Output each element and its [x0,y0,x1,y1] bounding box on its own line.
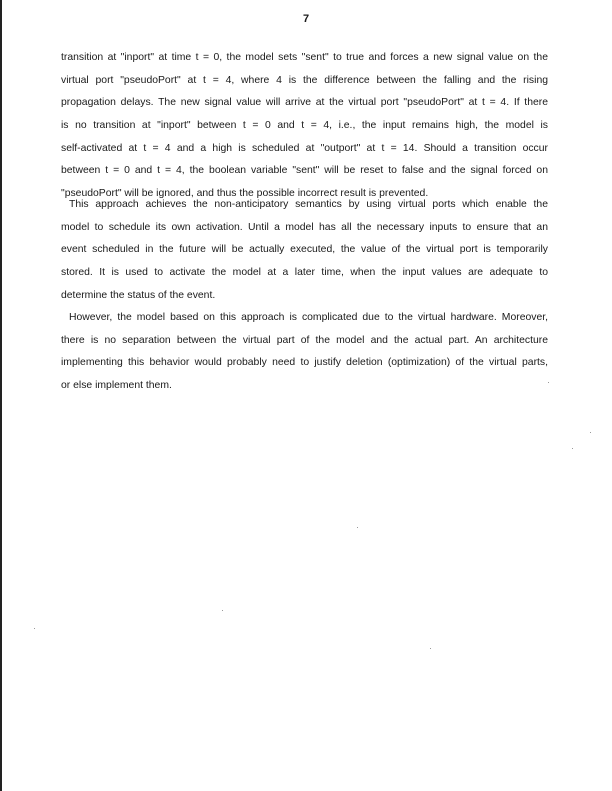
scan-speck [430,648,431,649]
text-line: propagation delays. The new signal value will arrive at the virtual port "pseudoPort" at t = 4. If there [61,97,548,109]
scan-speck [572,448,573,449]
paragraph-3 [61,307,548,398]
scan-speck [34,628,35,629]
text-line: However, the model based on this approach is complicated due to the virtual hardware. Moreover, [69,312,548,323]
scan-speck [590,432,591,433]
text-line: implementing this behavior would probably need to justify deletion (optimization) of the virtual parts, [61,357,548,369]
text-line: self-activated at t = 4 and a high is scheduled at "outport" at t = 14. Should a transition occur [61,142,548,154]
text-line: This approach achieves the non-anticipatory semantics by using virtual ports which enable the [69,199,548,210]
text-line: determine the status of the event. [61,289,216,301]
page-number: 7 [303,13,310,25]
text-line: event scheduled in the future will be actually executed, the value of the virtual port is temporarily [61,244,548,256]
text-line: there is no separation between the virtual part of the model and the actual part. An architecture [61,334,548,346]
text-line: between t = 0 and t = 4, the boolean variable "sent" will be reset to false and the signal forced on [61,165,548,177]
scan-speck [548,382,549,383]
scan-speck [222,610,223,611]
paragraph-2 [61,194,548,307]
text-line: transition at "inport" at time t = 0, the model sets "sent" to true and forces a new signal value on the [61,52,548,63]
text-line: is no transition at "inport" between t = 0 and t = 4, i.e., the input remains high, the model is [61,120,548,132]
text-line: "pseudoPort" will be ignored, and thus the possible incorrect result is prevented. [61,188,429,200]
text-line: model to schedule its own activation. Until a model has all the necessary inputs to ensure that an [61,221,548,233]
scan-speck [357,527,358,528]
text-line: stored. It is used to activate the model at a later time, when the input values are adequate to [61,267,548,279]
paragraph-1 [61,47,548,206]
text-line: or else implement them. [61,380,172,392]
text-line: virtual port "pseudoPort" at t = 4, where 4 is the difference between the falling and the rising [61,74,548,86]
scan-edge [0,0,2,791]
